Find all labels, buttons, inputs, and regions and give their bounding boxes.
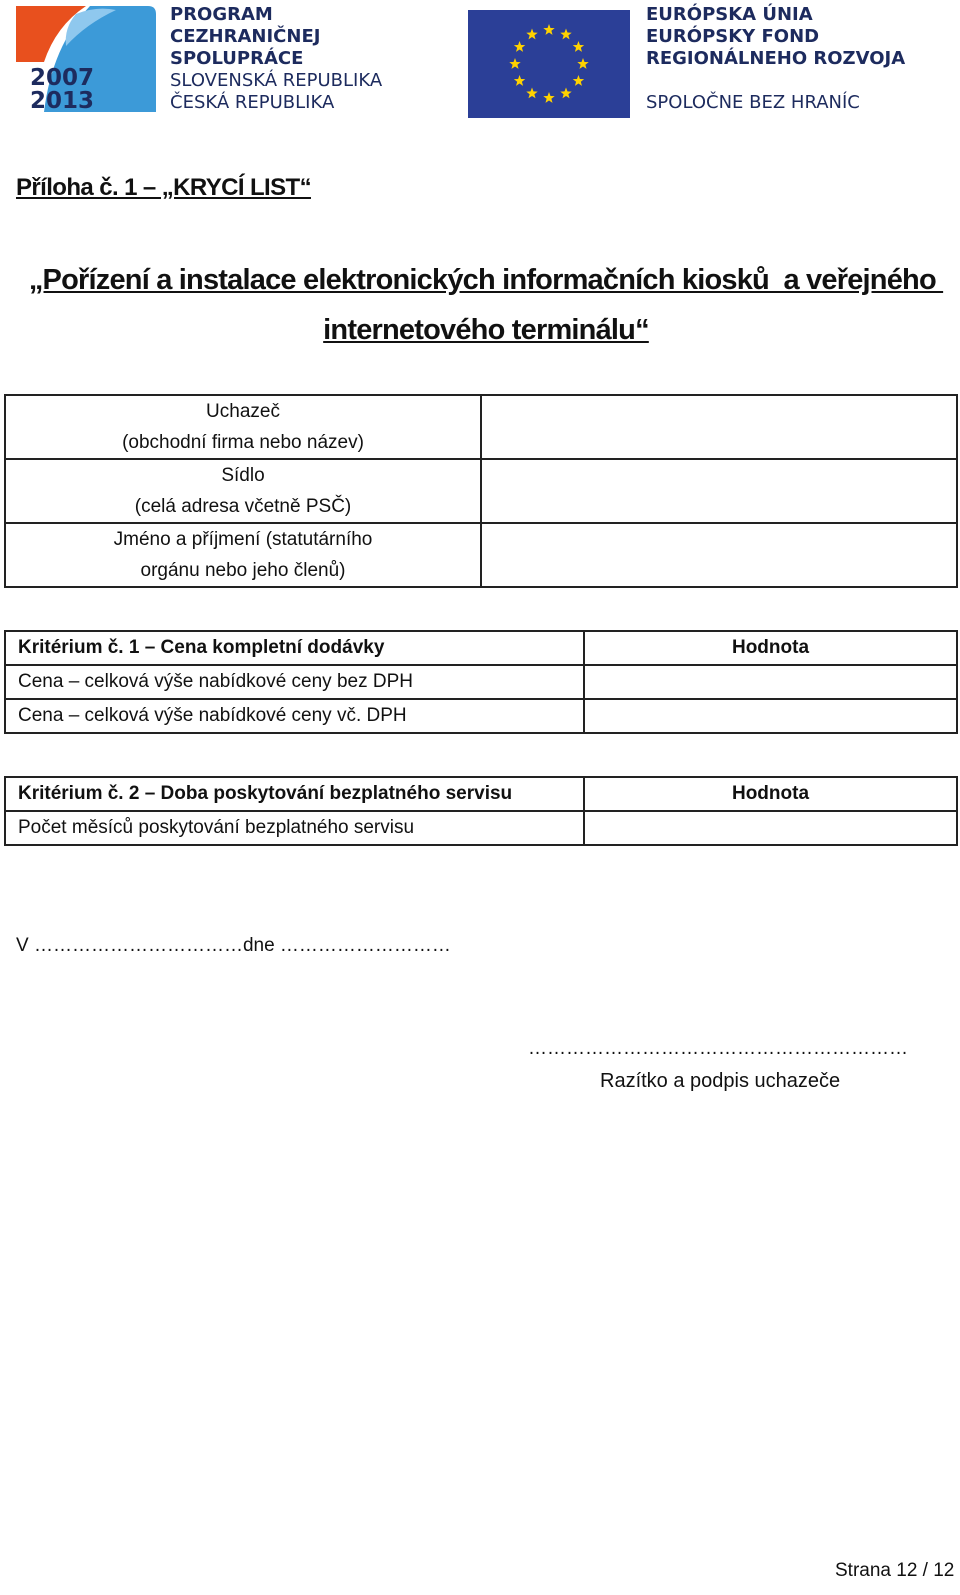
main-title-line: internetového terminálu“ [323, 314, 649, 346]
applicant-name-field[interactable] [481, 395, 957, 459]
criterion-2-table [4, 776, 958, 846]
applicant-address-field[interactable] [481, 459, 957, 523]
label-line: Jméno a příjmení (statutárního [113, 529, 373, 550]
service-months-label: Počet měsíců poskytování bezplatného servisu [5, 811, 584, 845]
annex-title: Příloha č. 1 – „KRYCÍ LIST“ [16, 174, 311, 201]
eu-line: EURÓPSKA ÚNIA [646, 4, 813, 25]
program-name [170, 4, 382, 114]
program-line: SLOVENSKÁ REPUBLIKA [170, 70, 383, 91]
table-row [5, 459, 957, 523]
applicant-table [4, 394, 958, 588]
applicant-name-label [5, 395, 481, 459]
signature-label: Razítko a podpis uchazeče [600, 1070, 841, 1092]
applicant-address-label [5, 459, 481, 523]
statutory-body-label [5, 523, 481, 587]
signature-line: …………………………………………………… [528, 1038, 908, 1059]
table-header-row [5, 631, 957, 665]
label-line: (celá adresa včetně PSČ) [134, 496, 352, 517]
program-logo-icon [16, 6, 156, 112]
label-line: orgánu nebo jeho členů) [140, 560, 346, 581]
table-row [5, 699, 957, 733]
criterion-1-header: Kritérium č. 1 – Cena kompletní dodávky [5, 631, 584, 665]
criterion-2-header: Kritérium č. 2 – Doba poskytování bezplatného servisu [5, 777, 584, 811]
program-line: SPOLUPRÁCE [170, 48, 304, 69]
value-header: Hodnota [584, 777, 957, 811]
program-year-end: 2013 [30, 88, 95, 112]
place-date-line[interactable]: V ……………………………dne ……………………… [16, 935, 451, 956]
eu-fund-text [646, 4, 905, 70]
price-with-vat-field[interactable] [584, 699, 957, 733]
price-without-vat-field[interactable] [584, 665, 957, 699]
table-row [5, 665, 957, 699]
table-row [5, 395, 957, 459]
service-months-field[interactable] [584, 811, 957, 845]
price-without-vat-label: Cena – celková výše nabídkové ceny bez DPH [5, 665, 584, 699]
table-row [5, 811, 957, 845]
price-with-vat-label: Cena – celková výše nabídkové ceny vč. DPH [5, 699, 584, 733]
program-year-start: 2007 [30, 65, 95, 91]
table-row [5, 523, 957, 587]
label-line: (obchodní firma nebo název) [122, 432, 364, 453]
eu-slogan: SPOLOČNE BEZ HRANÍC [646, 92, 860, 113]
label-line: Uchazeč [206, 401, 280, 422]
statutory-body-field[interactable] [481, 523, 957, 587]
criterion-1-table [4, 630, 958, 734]
main-title-line: „Pořízení a instalace elektronických informačních kiosků a veřejného [28, 264, 944, 296]
program-line: CEZHRANIČNEJ [170, 26, 321, 47]
page-number: Strana 12 / 12 [835, 1560, 955, 1581]
table-header-row [5, 777, 957, 811]
eu-line: REGIONÁLNEHO ROZVOJA [646, 48, 906, 69]
label-line: Sídlo [221, 465, 265, 486]
program-line: ČESKÁ REPUBLIKA [170, 92, 335, 113]
value-header: Hodnota [584, 631, 957, 665]
eu-line: EURÓPSKY FOND [646, 26, 820, 47]
eu-flag-icon [468, 10, 630, 118]
main-title [20, 255, 952, 355]
program-line: PROGRAM [170, 4, 273, 25]
